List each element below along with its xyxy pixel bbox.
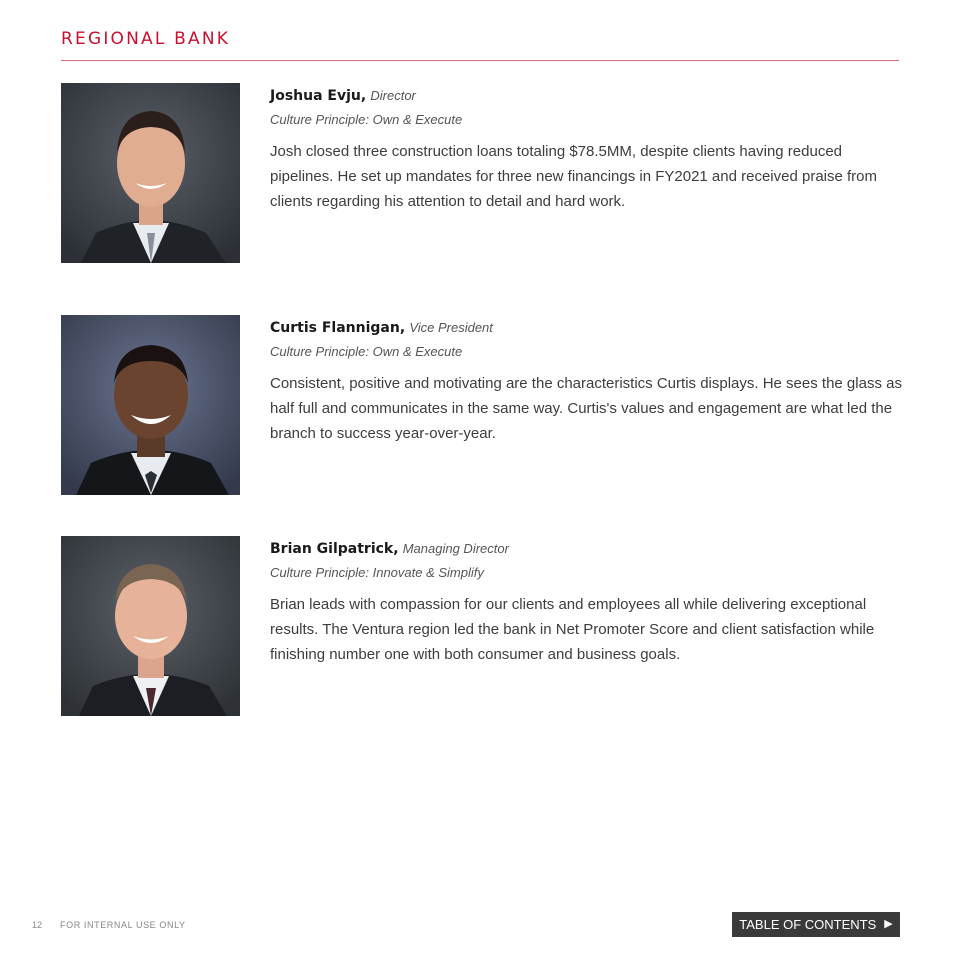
culture-principle: Culture Principle: Own & Execute [270, 344, 463, 359]
profile-card [61, 83, 899, 268]
portrait-image [61, 83, 240, 263]
culture-principle: Culture Principle: Innovate & Simplify [270, 565, 484, 580]
bio-text: Josh closed three construction loans totaling $78.5MM, despite clients having reduced pipelines. He set up mandates for three new financings in FY2021 and received praise from clients regarding his attention to detail and hard work. [270, 143, 878, 210]
section-title: REGIONAL BANK [61, 29, 231, 49]
person-name: Joshua Evju, [270, 88, 367, 104]
section-divider [61, 60, 899, 61]
profile-photo [61, 536, 240, 716]
play-arrow-icon: ▶ [884, 918, 893, 930]
name-line [270, 86, 902, 106]
name-line [270, 318, 902, 338]
page-number: 12 [32, 920, 43, 930]
toc-label: TABLE OF CONTENTS [739, 917, 877, 932]
person-name: Brian Gilpatrick, [270, 541, 399, 557]
name-line [270, 539, 902, 559]
person-title: Managing Director [402, 541, 509, 556]
profile-card [61, 536, 899, 721]
portrait-image [61, 536, 240, 716]
profile-card [61, 315, 902, 500]
internal-use-note: FOR INTERNAL USE ONLY [60, 920, 186, 930]
bio-text: Consistent, positive and motivating are the characteristics Curtis displays. He sees the glass as half full and communicates in the same way. Curtis's values and engagement are what led the branch to success year-over-year. [270, 375, 902, 442]
bio-text: Brian leads with compassion for our clients and employees all while delivering exceptional results. The Ventura region led the bank in Net Promoter Score and client satisfaction while finishing number one with both consumer and business goals. [270, 596, 875, 663]
profile-photo [61, 315, 240, 495]
culture-principle: Culture Principle: Own & Execute [270, 112, 463, 127]
table-of-contents-button[interactable] [732, 912, 900, 937]
person-title: Director [370, 88, 416, 103]
person-name: Curtis Flannigan, [270, 320, 406, 336]
profile-photo [61, 83, 240, 263]
portrait-image [61, 315, 240, 495]
person-title: Vice President [409, 320, 493, 335]
